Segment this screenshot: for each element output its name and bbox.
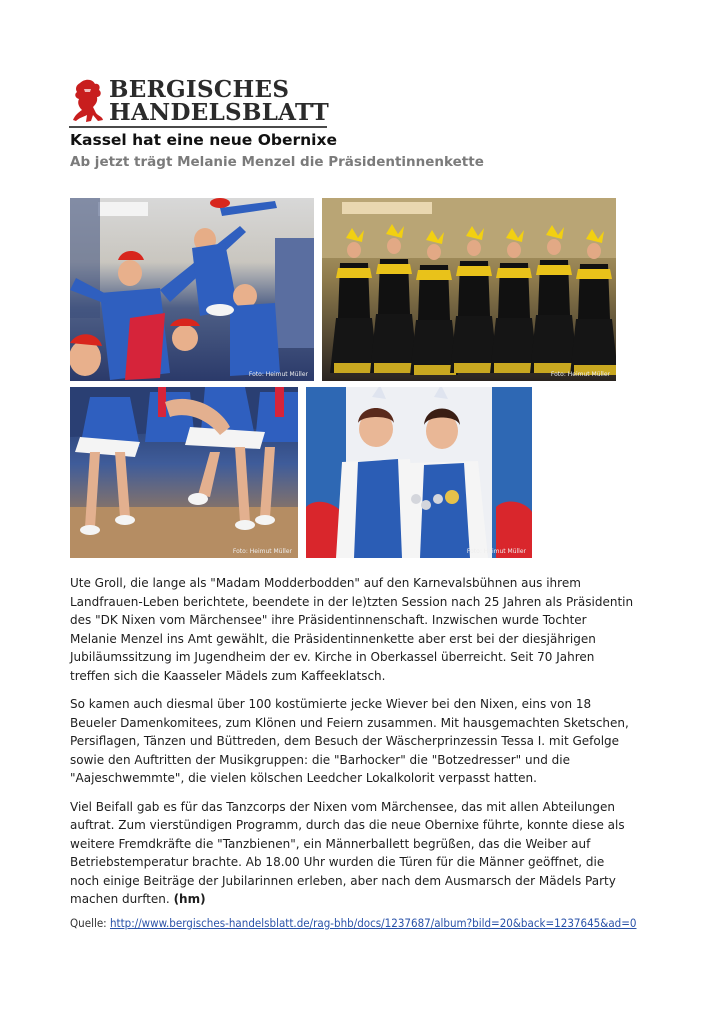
photo-chain-handover-illustration <box>306 387 532 558</box>
photo-credit: Foto: Heimut Müller <box>232 548 292 555</box>
photo-credit: Foto: Heimut Müller <box>248 371 308 378</box>
article-headline: Kassel hat eine neue Obernixe <box>70 131 337 149</box>
source-line <box>70 916 636 930</box>
author-initials: (hm) <box>173 892 206 906</box>
photo-dancers-lift-illustration <box>70 198 314 381</box>
masthead-line-1: BERGISCHES <box>109 76 290 103</box>
photo-kick-dance <box>70 387 298 558</box>
source-label: Quelle: <box>70 916 107 930</box>
photo-credit: Foto: Heimut Müller <box>466 548 526 555</box>
lion-emblem-icon <box>71 77 105 125</box>
photo-bee-dancers-illustration <box>322 198 616 381</box>
article-paragraph-3 <box>70 798 636 909</box>
article-paragraph-2: So kamen auch diesmal über 100 kostümierte jecke Wiever bei den Nixen, eins von 18 Beueler Damenkomitees, zum Klönen und Feiern zusammen. Mit hausgemachten Sketschen, Persiflagen, Tänzen und Büttreden, dem Besuch der Wäscherprinzessin Tessa I. mit Gefolge sowie den Auftritten der Musikgruppen: die "Barhocker" die "Botzedresser" und die "Aajeschwemmte", die vielen kölschen Leedcher Lokalkolorit verpasst hatten. <box>70 697 629 785</box>
source-link[interactable]: http://www.bergisches-handelsblatt.de/rag-bhb/docs/1237687/album?bild=20&back=1237645&ad=0 <box>109 916 637 930</box>
photo-kick-dance-illustration <box>70 387 298 558</box>
masthead-line-2: HANDELSBLATT <box>109 99 330 126</box>
masthead-logo <box>69 76 330 128</box>
photo-credit: Foto: Heimut Müller <box>550 371 610 378</box>
masthead-rule <box>69 126 327 128</box>
article-paragraph-1: Ute Groll, die lange als "Madam Modderbodden" auf den Karnevalsbühnen aus ihrem Landfrauen-Leben berichtete, beendete in der le)tzten Session nach 25 Jahren als Präsidentin des "DK Nixen vom Märchensee" ihre Präsidentinnenschaft. Inzwischen wurde Tochter Melanie Menzel ins Amt gewählt, die Präsidentinnenkette aber erst bei der diesjährigen Jubiläumssitzung im Jugendheim der ev. Kirche in Oberkassel überreicht. Seit 70 Jahren treffen sich die Kaasseler Mädels zum Kaffeeklatsch. <box>70 576 634 683</box>
article-subheadline: Ab jetzt trägt Melanie Menzel die Präsidentinnenkette <box>70 154 484 170</box>
article-paragraph-3-text: Viel Beifall gab es für das Tanzcorps der Nixen vom Märchensee, das mit allen Abteilungen auftrat. Zum vierstündigen Programm, durch das die neue Obernixe führte, konnte diese als weitere Fremdkräfte die "Tanzbienen", ein Männerballett begrüßen, das die Weiber auf Betriebstemperatur brachte. Ab 18.00 Uhr wurden die Türen für die Männer geöffnet, die noch einige Beiträge der Jubilarinnen erleben, aber nach dem Ausmarsch der Mädels Party machen durften. <box>70 799 625 906</box>
photo-bee-dancers <box>322 198 616 381</box>
photo-dancers-lift <box>70 198 314 381</box>
article-body <box>70 574 636 919</box>
photo-chain-handover <box>306 387 532 558</box>
